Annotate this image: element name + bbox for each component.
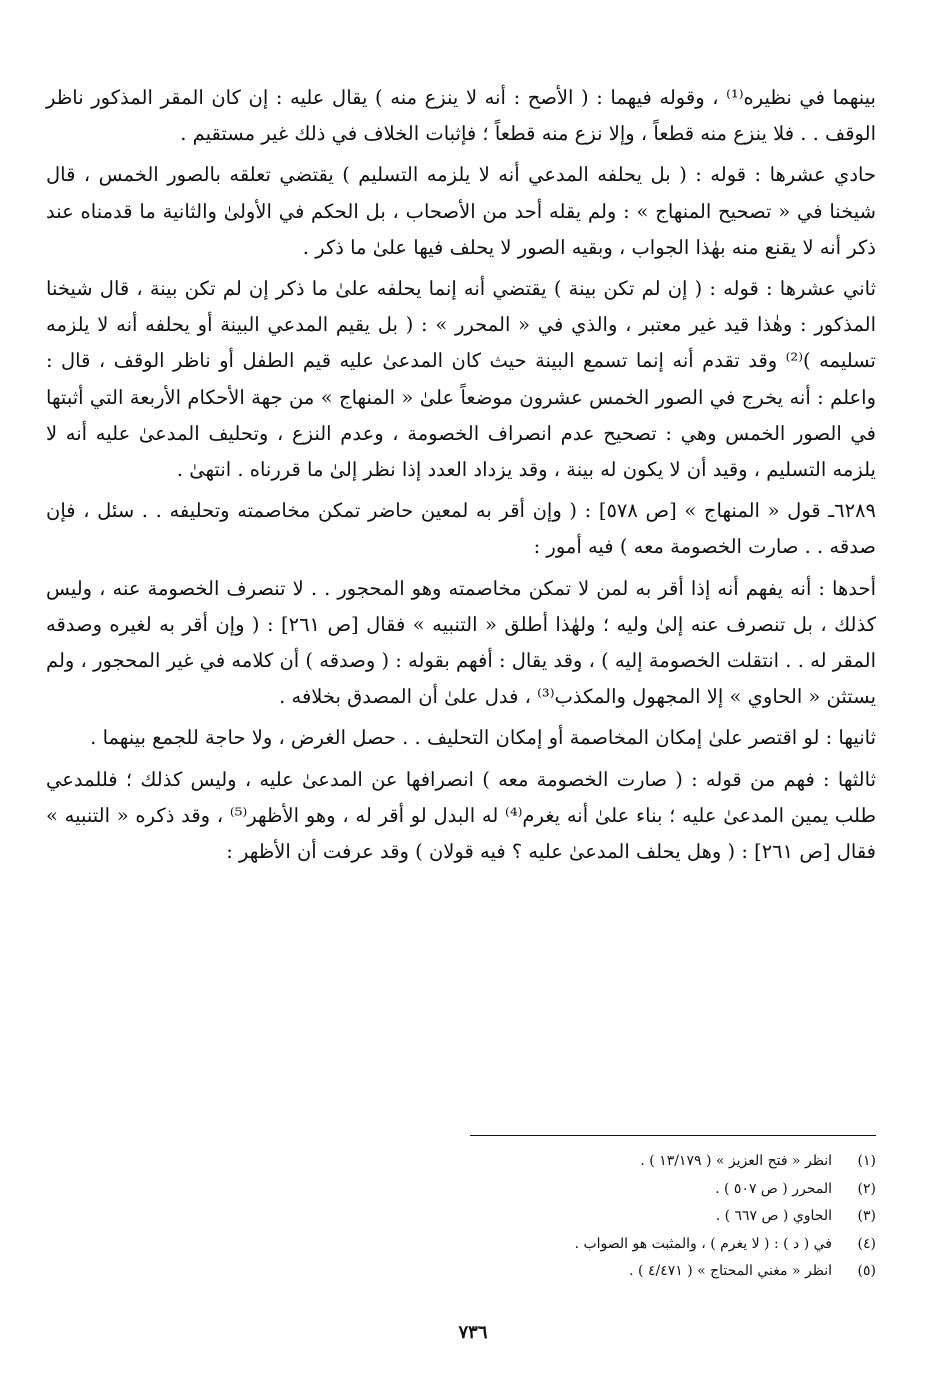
footnote-divider xyxy=(470,1135,876,1136)
footnote-number: (٤) xyxy=(857,1235,876,1252)
footnote-text: انظر « مغني المحتاج » ( ٤/٤٧١ ) . xyxy=(629,1263,832,1279)
footnote-text: المحرر ( ص ٥٠٧ ) . xyxy=(715,1180,832,1197)
page-number: ٧٣٦ xyxy=(458,1322,488,1343)
footnote xyxy=(200,1231,876,1259)
main-text xyxy=(46,80,876,875)
footnote-number: (٥) xyxy=(857,1263,876,1279)
paragraph: أحدها : أنه يفهم أنه إذا أقر به لمن لا تمكن مخاصمته وهو المحجور . . لا تنصرف الخصومة عنه ، وليس كذلك ، بل تنصرف عنه إلىٰ وليه ؛ ولهٰذا أطلق « التنبيه » فقال [ص ٢٦١] : ( وإن أقر به لغيره وصدقه المقر له . . انتقلت الخصومة إليه ) ، وقد يقال : أفهم بقوله : ( وصدقه ) أن كلامه في غير المحجور ، ولم يستثن « الحاوي » إلا المجهول والمكذب⁽³⁾ ، فدل علىٰ أن المصدق بخلافه . xyxy=(46,576,876,709)
footnote-number: (٣) xyxy=(857,1208,876,1224)
footnote xyxy=(200,1203,876,1231)
paragraph: بينهما في نظيره⁽¹⁾ ، وقوله فيهما : ( الأصح : أنه لا ينزع منه ) يقال عليه : إن كان المقر المذكور ناظر الوقف . . فلا ينزع منه قطعاً ، وإلا نزع منه قطعاً ؛ فإثبات الخلاف في ذلك غير مستقيم . xyxy=(46,86,876,146)
footnote-text: انظر « فتح العزيز » ( ١٣/١٧٩ ) . xyxy=(640,1153,832,1169)
footnotes xyxy=(200,1148,876,1286)
paragraph: ثاني عشرها : قوله : ( إن لم تكن بينة ) يقتضي أنه إنما يحلفه علىٰ ما ذكر إن لم تكن بينة ، قال شيخنا المذكور : وهٰذا قيد غير معتبر ، والذي في « المحرر » : ( بل يقيم المدعي البينة أو يحلفه أنه لا يلزمه تسليمه )⁽²⁾ وقد تقدم أنه إنما تسمع البينة حيث كان المدعىٰ عليه قيم الطفل أو ناظر الوقف ، قال : واعلم : أنه يخرج في الصور الخمس عشرون موضعاً علىٰ « المنهاج » من جهة الأحكام الأربعة التي أثبتها في الصور الخمس وهي : تصحيح عدم انصراف الخصومة ، وعدم النزع ، وتحليف المدعىٰ عليه أنه لا يلزمه التسليم ، وقيد أن لا يكون له بينة ، وقد يزداد العدد إذا نظر إلىٰ ما قررناه . انتهىٰ . xyxy=(46,277,876,482)
footnote xyxy=(200,1176,876,1204)
footnote-text: في ( د ) : ( لا يغرم ) ، والمثبت هو الصواب . xyxy=(574,1235,832,1252)
footnote xyxy=(200,1148,876,1176)
paragraph: ثانيها : لو اقتصر علىٰ إمكان المخاصمة أو إمكان التحليف . . حصل الغرض ، ولا حاجة للجمع بينهما . xyxy=(90,726,876,750)
paragraph: ثالثها : فهم من قوله : ( صارت الخصومة معه ) انصرافها عن المدعىٰ عليه ، وليس كذلك ؛ فللمدعي طلب يمين المدعىٰ عليه ؛ بناء علىٰ أنه يغرم⁽⁴⁾ له البدل لو أقر له ، وهو الأظهر⁽⁵⁾ ، وقد ذكره « التنبيه » فقال [ص ٢٦١] : ( وهل يحلف المدعىٰ عليه ؟ فيه قولان ) وقد عرفت أن الأظهر : xyxy=(46,767,877,864)
paragraph: حادي عشرها : قوله : ( بل يحلفه المدعي أنه لا يلزمه التسليم ) يقتضي تعلقه بالصور الخمس ، قال شيخنا في « تصحيح المنهاج » : ولم يقله أحد من الأصحاب ، بل الحكم في الأولىٰ والثانية ما قدمناه عند ذكر أنه لا يقنع منه بهٰذا الجواب ، وبقيه الصور لا يحلف فيها علىٰ ما ذكر . xyxy=(46,163,876,259)
footnote-number: (٢) xyxy=(857,1180,876,1197)
footnote-text: الحاوي ( ص ٦٦٧ ) . xyxy=(715,1208,832,1224)
paragraph: ٦٢٨٩ـ قول « المنهاج » [ص ٥٧٨] : ( وإن أقر به لمعين حاضر تمكن مخاصمته وتحليفه . . سئل ، فإن صدقه . . صارت الخصومة معه ) فيه أمور : xyxy=(46,499,876,559)
footnote-number: (١) xyxy=(857,1153,876,1169)
footnote xyxy=(200,1258,876,1286)
